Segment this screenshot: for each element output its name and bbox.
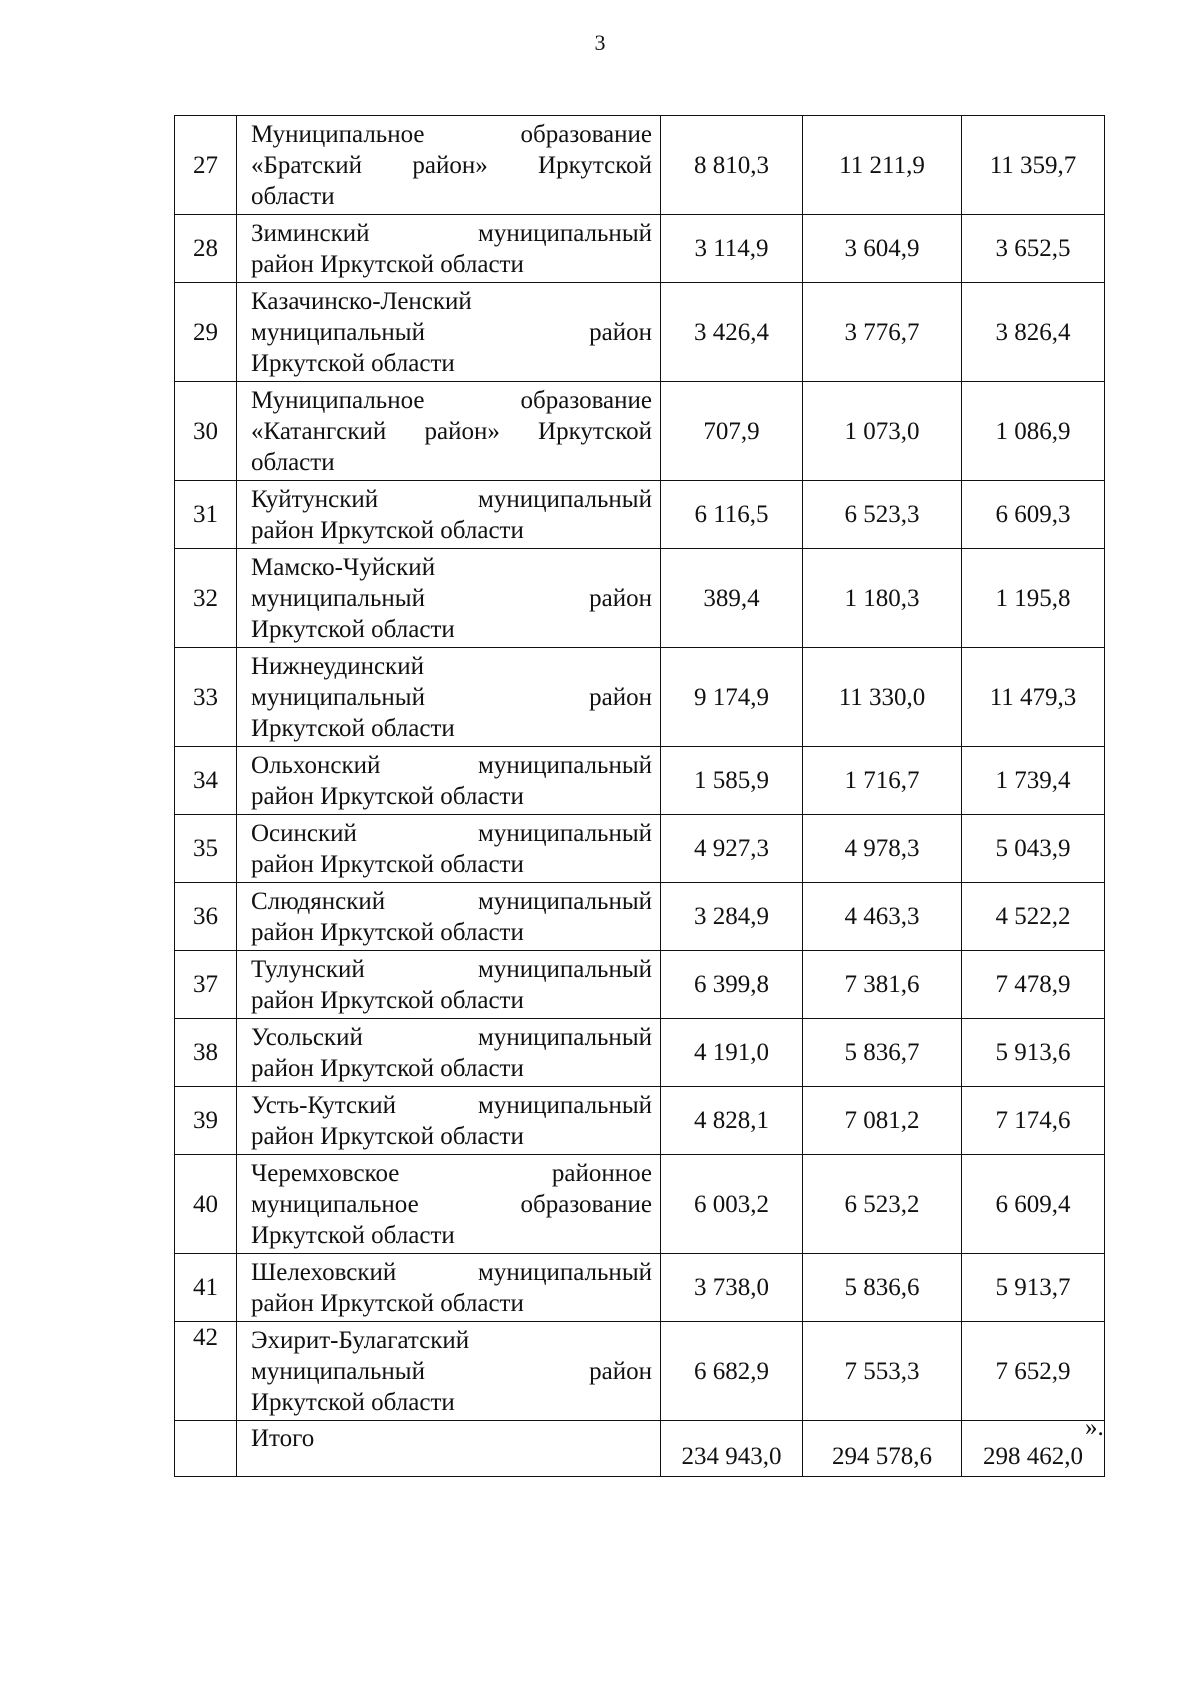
value-cell-3: 5 913,6 (962, 1019, 1105, 1087)
value-cell-1: 3 114,9 (661, 215, 803, 283)
row-number: 36 (175, 883, 237, 951)
allocation-table (174, 115, 1105, 1477)
value-cell-3: 11 479,3 (962, 648, 1105, 747)
table-body (175, 116, 1105, 1477)
row-number: 41 (175, 1254, 237, 1322)
value-cell-3: 4 522,2 (962, 883, 1105, 951)
table-row (175, 747, 1105, 815)
municipality-name-line: Иркутской области (251, 1388, 455, 1416)
municipality-name (237, 1155, 661, 1254)
municipality-name-line: Черемховское районное (251, 1159, 652, 1187)
municipality-name-line: Ольхонский муниципальный (251, 751, 652, 779)
municipality-name-line: Осинский муниципальный (251, 819, 652, 847)
municipality-name-line: район Иркутской области (251, 850, 524, 878)
row-number: 31 (175, 481, 237, 549)
value-cell-3: 7 174,6 (962, 1087, 1105, 1155)
value-cell-3: 1 086,9 (962, 382, 1105, 481)
value-cell-2: 5 836,6 (803, 1254, 962, 1322)
value-cell-2: 7 381,6 (803, 951, 962, 1019)
value-cell-1: 6 003,2 (661, 1155, 803, 1254)
value-cell-1: 1 585,9 (661, 747, 803, 815)
value-cell-3: 11 359,7 (962, 116, 1105, 215)
table-row (175, 283, 1105, 382)
table-row (175, 1087, 1105, 1155)
total-row (175, 1421, 1105, 1477)
municipality-name-line: муниципальный район (251, 318, 652, 346)
row-number: 29 (175, 283, 237, 382)
municipality-name-line: район Иркутской области (251, 1289, 524, 1317)
value-cell-2: 3 776,7 (803, 283, 962, 382)
municipality-name (237, 1254, 661, 1322)
value-cell-1: 9 174,9 (661, 648, 803, 747)
value-cell-2: 11 330,0 (803, 648, 962, 747)
municipality-name-line: район Иркутской области (251, 1122, 524, 1150)
row-number: 30 (175, 382, 237, 481)
value-cell-1: 4 191,0 (661, 1019, 803, 1087)
value-cell-3: 7 478,9 (962, 951, 1105, 1019)
municipality-name-line: муниципальный район (251, 1357, 652, 1385)
municipality-name-line: Муниципальное образование (251, 120, 652, 148)
value-cell-1: 3 284,9 (661, 883, 803, 951)
municipality-name-line: области (251, 182, 335, 210)
row-number: 33 (175, 648, 237, 747)
row-number: 42 (175, 1322, 237, 1421)
municipality-name (237, 1322, 661, 1421)
table-row (175, 215, 1105, 283)
municipality-name-line: Иркутской области (251, 714, 455, 742)
municipality-name (237, 815, 661, 883)
value-cell-1: 6 399,8 (661, 951, 803, 1019)
value-cell-2: 3 604,9 (803, 215, 962, 283)
closing-quote-mark: ». (1085, 1414, 1104, 1441)
table-row (175, 648, 1105, 747)
value-cell-3: 3 652,5 (962, 215, 1105, 283)
table-row (175, 382, 1105, 481)
municipality-name (237, 747, 661, 815)
municipality-name (237, 283, 661, 382)
value-cell-2: 6 523,3 (803, 481, 962, 549)
municipality-name-line: Иркутской области (251, 615, 455, 643)
value-cell-3: 3 826,4 (962, 283, 1105, 382)
municipality-name (237, 1087, 661, 1155)
municipality-name (237, 382, 661, 481)
value-cell-2: 4 978,3 (803, 815, 962, 883)
value-cell-2: 1 073,0 (803, 382, 962, 481)
municipality-name-line: Эхирит-Булагатский (251, 1326, 470, 1354)
value-cell-2: 5 836,7 (803, 1019, 962, 1087)
municipality-name-line: Муниципальное образование (251, 386, 652, 414)
table-row (175, 1322, 1105, 1421)
municipality-name-line: области (251, 448, 335, 476)
page-number: 3 (594, 30, 606, 55)
municipality-name (237, 215, 661, 283)
value-cell-2: 7 553,3 (803, 1322, 962, 1421)
table-row (175, 549, 1105, 648)
municipality-name-line: район Иркутской области (251, 986, 524, 1014)
municipality-name-line: муниципальное образование (251, 1190, 652, 1218)
value-cell-3: 1 195,8 (962, 549, 1105, 648)
value-cell-2: 1 716,7 (803, 747, 962, 815)
value-cell-1: 389,4 (661, 549, 803, 648)
municipality-name-line: муниципальный район (251, 584, 652, 612)
municipality-name-line: Казачинско-Ленский (251, 287, 472, 315)
row-number: 27 (175, 116, 237, 215)
municipality-name-line: «Катангский район» Иркутской (251, 417, 652, 445)
row-number: 38 (175, 1019, 237, 1087)
municipality-name-line: муниципальный район (251, 683, 652, 711)
value-cell-1: 6 116,5 (661, 481, 803, 549)
municipality-name (237, 951, 661, 1019)
row-number: 37 (175, 951, 237, 1019)
total-value-1: 234 943,0 (661, 1421, 803, 1477)
value-cell-1: 8 810,3 (661, 116, 803, 215)
value-cell-3: 5 043,9 (962, 815, 1105, 883)
value-cell-2: 7 081,2 (803, 1087, 962, 1155)
row-number: 35 (175, 815, 237, 883)
municipality-name-line: Усольский муниципальный (251, 1023, 652, 1051)
value-cell-3: 6 609,3 (962, 481, 1105, 549)
table-row (175, 883, 1105, 951)
municipality-name-line: район Иркутской области (251, 516, 524, 544)
municipality-name-line: Тулунский муниципальный (251, 955, 652, 983)
row-number: 28 (175, 215, 237, 283)
value-cell-2: 1 180,3 (803, 549, 962, 648)
value-cell-3: 5 913,7 (962, 1254, 1105, 1322)
municipality-name-line: район Иркутской области (251, 250, 524, 278)
municipality-name (237, 549, 661, 648)
value-cell-1: 4 828,1 (661, 1087, 803, 1155)
total-value-2: 294 578,6 (803, 1421, 962, 1477)
municipality-name-line: Слюдянский муниципальный (251, 887, 652, 915)
table-row (175, 815, 1105, 883)
value-cell-1: 3 738,0 (661, 1254, 803, 1322)
table-row (175, 1155, 1105, 1254)
row-number: 40 (175, 1155, 237, 1254)
municipality-name (237, 481, 661, 549)
value-cell-1: 6 682,9 (661, 1322, 803, 1421)
municipality-name-line: Шелеховский муниципальный (251, 1258, 652, 1286)
value-cell-1: 707,9 (661, 382, 803, 481)
row-number: 34 (175, 747, 237, 815)
value-cell-1: 3 426,4 (661, 283, 803, 382)
municipality-name (237, 648, 661, 747)
table-row (175, 481, 1105, 549)
municipality-name-line: Усть-Кутский муниципальный (251, 1091, 652, 1119)
value-cell-2: 6 523,2 (803, 1155, 962, 1254)
value-cell-3: 1 739,4 (962, 747, 1105, 815)
municipality-name-line: «Братский район» Иркутской (251, 151, 652, 179)
municipality-name-line: Нижнеудинский (251, 652, 424, 680)
total-label: Итого (237, 1421, 661, 1477)
total-value-3: 298 462,0 (962, 1421, 1105, 1477)
value-cell-2: 11 211,9 (803, 116, 962, 215)
municipality-name-line: район Иркутской области (251, 782, 524, 810)
value-cell-2: 4 463,3 (803, 883, 962, 951)
municipality-name-line: район Иркутской области (251, 1054, 524, 1082)
municipality-name-line: район Иркутской области (251, 918, 524, 946)
table-row (175, 1019, 1105, 1087)
value-cell-3: 6 609,4 (962, 1155, 1105, 1254)
table-row (175, 951, 1105, 1019)
municipality-name-line: Зиминский муниципальный (251, 219, 652, 247)
municipality-name (237, 883, 661, 951)
value-cell-1: 4 927,3 (661, 815, 803, 883)
row-number: 39 (175, 1087, 237, 1155)
row-number (175, 1421, 237, 1477)
table-row (175, 1254, 1105, 1322)
municipality-name-line: Куйтунский муниципальный (251, 485, 652, 513)
municipality-name (237, 116, 661, 215)
table-row (175, 116, 1105, 215)
municipality-name (237, 1019, 661, 1087)
value-cell-3: 7 652,9 (962, 1322, 1105, 1421)
municipality-name-line: Мамско-Чуйский (251, 553, 436, 581)
municipality-name-line: Иркутской области (251, 1221, 455, 1249)
row-number: 32 (175, 549, 237, 648)
municipality-name-line: Иркутской области (251, 349, 455, 377)
